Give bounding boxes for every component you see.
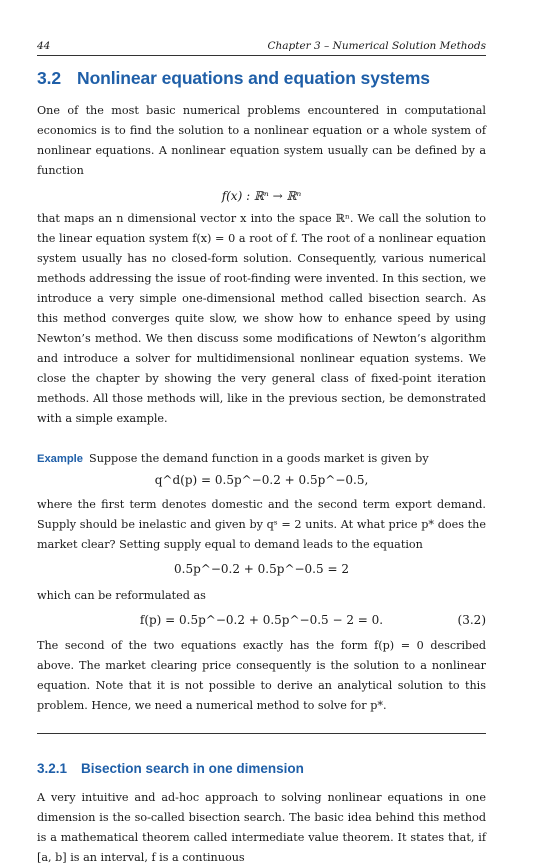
subsection-title: Bisection search in one dimension (81, 761, 304, 776)
equation-text: q^d(p) = 0.5p^−0.2 + 0.5p^−0.5, (154, 473, 369, 487)
intro-paragraph-2: that maps an n dimensional vector x into the space ℝⁿ. We call the solution to the linear equation system f(x) = 0 a root of f. The root of a nonlinear equation system usually has no closed-form solution. Consequently, various numerical methods addressing the issue of root-finding were invented. In this section, we introduce a very simple one-dimensional method called bisection search. As this method converges quite slow, we show how to enhance speed by using Newton’s method. We then discuss some modifications of Newton’s algorithm and introduce a solver for multidimensional nonlinear equation systems. We close the chapter by showing the very general class of fixed-point iteration methods. All those methods will, like in the previous section, be demonstrated with a simple example. (37, 212, 486, 425)
equation-root (37, 610, 486, 630)
equation-number: (3.2) (457, 613, 486, 627)
equation-text: 0.5p^−0.2 + 0.5p^−0.5 = 2 (174, 562, 349, 576)
example-label: Example (37, 453, 84, 465)
section-number: 3.2 (37, 68, 62, 88)
page-number: 44 (37, 40, 51, 52)
intro-paragraph-1: One of the most basic numerical problems encountered in computational economics is to find the solution to a nonlinear equation or a whole system of nonlinear equations. A nonlinear equation system usually can be defined by a function (37, 104, 486, 177)
page (37, 40, 486, 868)
equation-text: f(x) : ℝⁿ → ℝⁿ (221, 189, 302, 203)
equation-demand (37, 470, 486, 490)
equation-text: f(p) = 0.5p^−0.2 + 0.5p^−0.5 − 2 = 0. (139, 613, 384, 627)
chapter-title: Chapter 3 – Numerical Solution Methods (267, 40, 486, 52)
equation-function-map (37, 186, 486, 206)
subsection-number: 3.2.1 (37, 761, 68, 776)
subsection-heading (37, 761, 486, 776)
section-heading (37, 68, 486, 89)
example-end-rule (37, 733, 486, 734)
example-paragraph-4: The second of the two equations exactly has the form f(p) = 0 described above. The market clearing price consequently is the solution to a nonlinear equation. Note that it is not possible to derive an analytical solution to this problem. Hence, we need a numerical method to solve for p*. (37, 639, 486, 712)
example-paragraph-3: which can be reformulated as (37, 589, 206, 602)
subsection-paragraph: A very intuitive and ad-hoc approach to solving nonlinear equations in one dimension is the so-called bisection search. The basic idea behind this method is a mathematical theorem called intermediate value theorem. It states that, if [a, b] is an interval, f is a continuous (37, 791, 486, 864)
running-header (37, 40, 486, 56)
example-paragraph-1 (37, 449, 486, 469)
example-paragraph-2: where the first term denotes domestic and the second term export demand. Supply should be inelastic and given by qˢ = 2 units. At what price p* does the market clear? Setting supply equal to demand leads to the equation (37, 498, 486, 551)
section-title: Nonlinear equations and equation systems (77, 68, 430, 88)
example-text-1: Suppose the demand function in a goods market is given by (89, 452, 429, 465)
equation-market-clearing (37, 559, 486, 579)
